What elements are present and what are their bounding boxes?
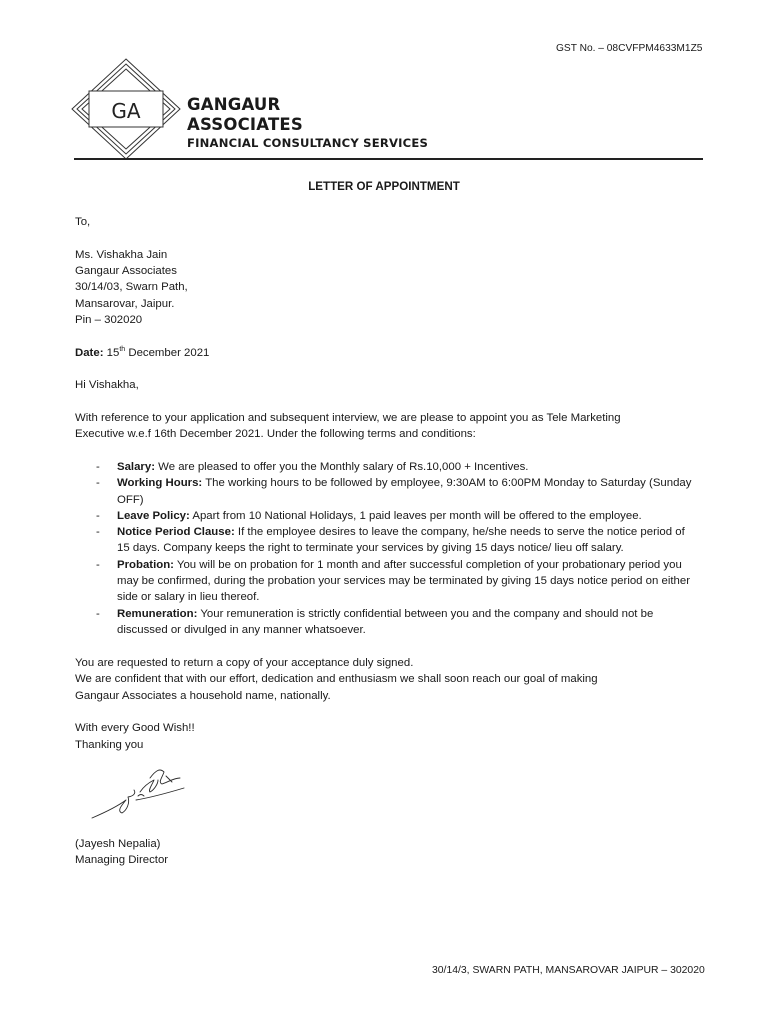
term-text: You will be on probation for 1 month and after successful completion of your probationary period you may be confirmed, during the probation your services may be terminated by giving 15 days notice period on either side or salary in lieu thereof. <box>117 558 691 604</box>
list-item: - Working Hours: The working hours to be followed by employee, 9:30AM to 6:00PM Monday to Saturday (Sunday OFF) <box>96 477 692 506</box>
closing-line1: You are requested to return a copy of your acceptance duly signed. <box>75 657 414 669</box>
term-text: If the employee desires to leave the company, he/she needs to serve the notice period of 15 days. Company keeps the right to terminate your services by giving 15 days notice/ lieu off salary. <box>117 526 685 555</box>
term-label: Remuneration: <box>117 607 198 620</box>
term-label: Notice Period Clause: <box>117 526 235 539</box>
date-suffix: th <box>119 346 126 353</box>
term-text: The working hours to be followed by employee, 9:30AM to 6:00PM Monday to Saturday (Sunday OFF) <box>117 477 692 506</box>
list-item: - Leave Policy: Apart from 10 National Holidays, 1 paid leaves per month will be offered to the employee. <box>96 509 642 522</box>
term-label: Leave Policy: <box>117 509 190 522</box>
recipient-address-line1: 30/14/03, Swarn Path, <box>75 281 188 293</box>
salutation-to: To, <box>75 216 91 228</box>
company-name-line2: ASSOCIATES <box>187 115 303 134</box>
thanking-you: Thanking you <box>75 739 144 751</box>
logo-initials: GA <box>111 99 141 123</box>
gst-number: GST No. – 08CVFPM4633M1Z5 <box>556 43 703 54</box>
date-day: 15 <box>106 347 120 359</box>
signatory-title: Managing Director <box>75 854 169 866</box>
recipient-pin: Pin – 302020 <box>75 314 143 326</box>
terms-list <box>96 459 696 638</box>
company-tagline: FINANCIAL CONSULTANCY SERVICES <box>187 136 429 150</box>
term-text: Apart from 10 National Holidays, 1 paid leaves per month will be offered to the employee. <box>192 509 642 522</box>
list-item: - Salary: We are pleased to offer you the Monthly salary of Rs.10,000 + Incentives. <box>96 461 529 473</box>
footer-address: 30/14/3, SWARN PATH, MANSAROVAR JAIPUR – 302020 <box>432 965 705 976</box>
company-name-line1: GANGAUR <box>187 95 281 114</box>
list-item: - Notice Period Clause: If the employee desires to leave the company, he/she needs to serve the notice period of 15 days. Company keeps the right to terminate your services by giving 15 days notice/ lieu off salary. <box>96 526 685 555</box>
recipient-address-line2: Mansarovar, Jaipur. <box>75 298 175 310</box>
company-logo <box>70 57 182 161</box>
header-divider <box>74 158 703 160</box>
greeting: Hi Vishakha, <box>75 379 139 391</box>
company-name-block <box>187 95 428 150</box>
term-text: We are pleased to offer you the Monthly salary of Rs.10,000 + Incentives. <box>158 461 529 473</box>
recipient-company: Gangaur Associates <box>75 265 177 277</box>
signatory-name: (Jayesh Nepalia) <box>75 838 161 850</box>
list-item: - Probation: You will be on probation for 1 month and after successful completion of your probationary period you may be confirmed, during the probation your services may be terminated by giving 15 days notice period on either side or salary in lieu thereof. <box>96 558 691 604</box>
intro-line2: Executive w.e.f 16th December 2021. Under the following terms and conditions: <box>75 428 476 440</box>
intro-line1: With reference to your application and subsequent interview, we are please to appoint you as Tele Marketing <box>75 412 621 424</box>
date-label: Date: <box>75 347 104 359</box>
closing-line3: Gangaur Associates a household name, nationally. <box>75 690 331 702</box>
letter-date <box>75 345 209 361</box>
term-label: Probation: <box>117 558 174 571</box>
letter-title: LETTER OF APPOINTMENT <box>308 180 460 193</box>
term-label: Working Hours: <box>117 477 203 490</box>
recipient-name: Ms. Vishakha Jain <box>75 249 168 261</box>
list-item: - Remuneration: Your remuneration is strictly confidential between you and the company and should not be discussed or divulged in any manner whatsoever. <box>96 607 654 636</box>
good-wish: With every Good Wish!! <box>75 722 195 734</box>
term-label: Salary: <box>117 461 155 473</box>
handwritten-signature <box>88 766 192 824</box>
term-text: Your remuneration is strictly confidential between you and the company and should not be discussed or divulged in any manner whatsoever. <box>117 607 654 636</box>
closing-line2: We are confident that with our effort, dedication and enthusiasm we shall soon reach our goal of making <box>75 673 598 685</box>
date-rest: December 2021 <box>128 347 210 359</box>
